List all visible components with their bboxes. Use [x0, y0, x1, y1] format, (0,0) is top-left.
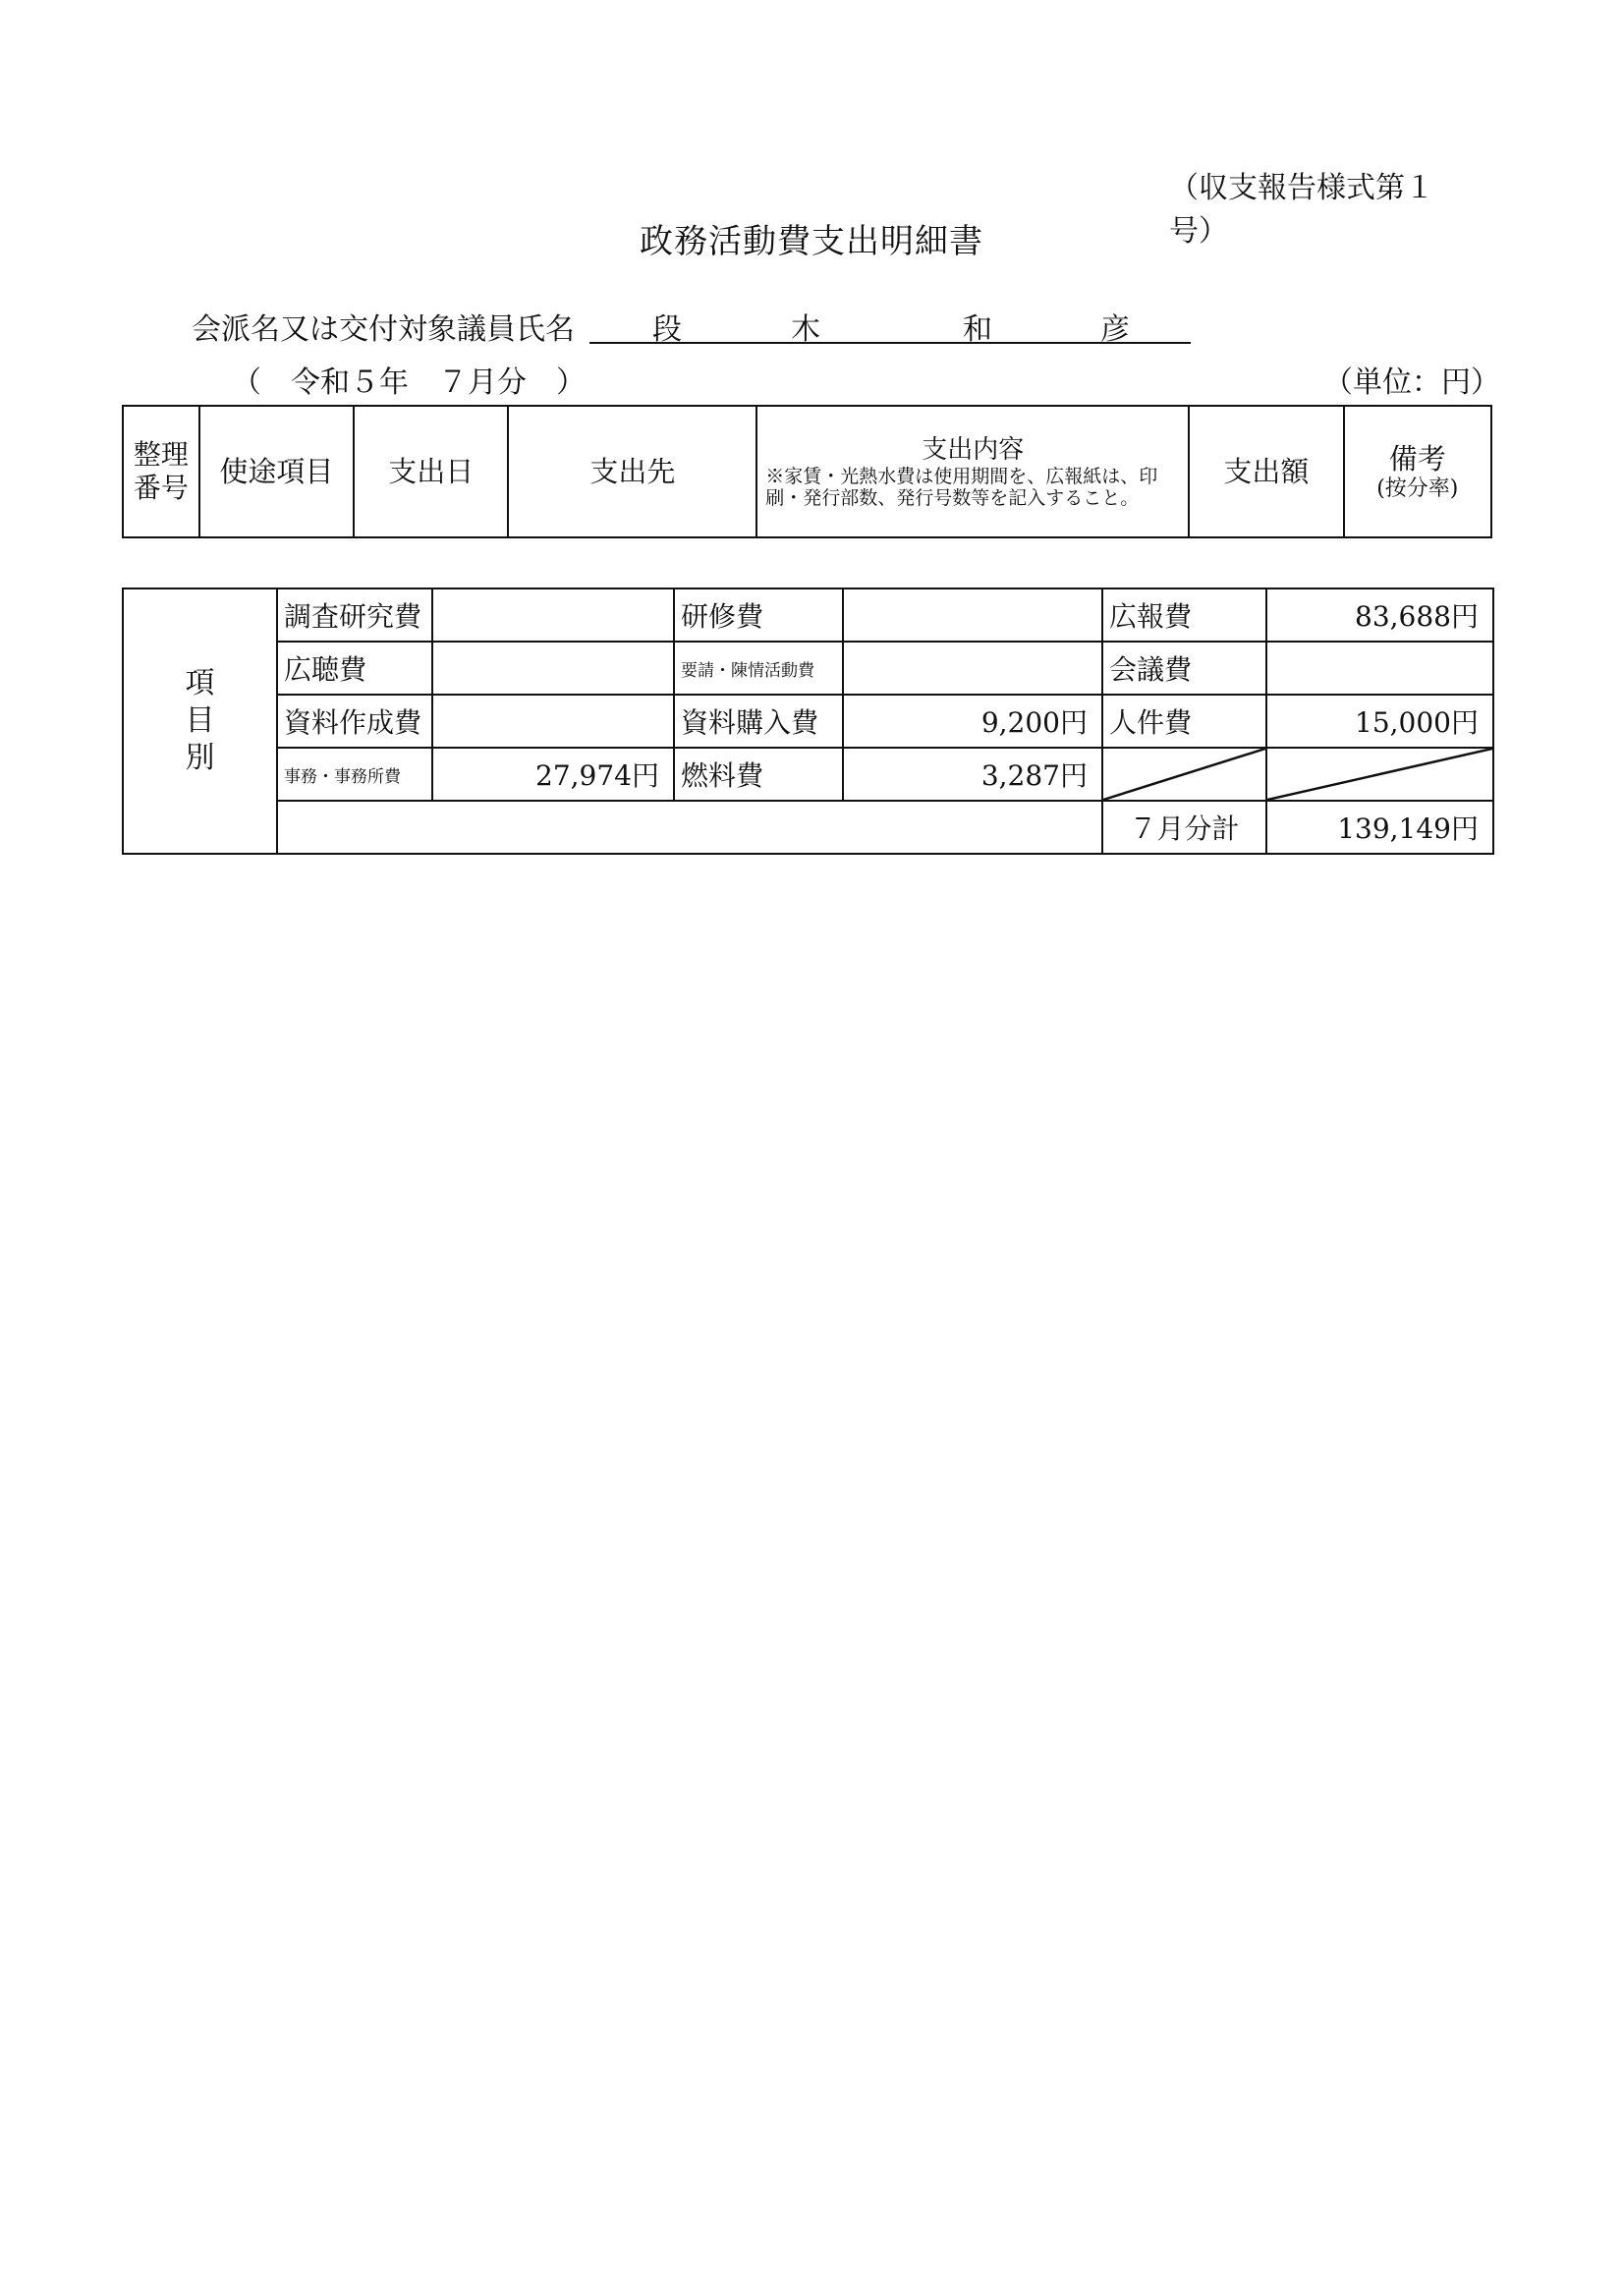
report-period: （ 令和５年 ７月分 ） [232, 365, 586, 400]
unit-label: （単位：円） [1323, 365, 1500, 400]
header-purpose: 使途項目 [199, 406, 354, 537]
total-blank-cell [277, 801, 1102, 854]
category-label: 会議費 [1102, 642, 1266, 695]
header-remarks-title: 備考 [1388, 442, 1446, 476]
header-remarks [1344, 406, 1491, 537]
category-value [843, 642, 1102, 695]
member-name-char: 彦 [1100, 312, 1130, 347]
category-summary-table [122, 588, 1494, 855]
header-content-title: 支出内容 [922, 435, 1025, 465]
member-name-char: 段 [652, 312, 682, 347]
category-value [1266, 642, 1493, 695]
header-remarks-sub: (按分率) [1376, 476, 1459, 501]
category-value: 3,287円 [843, 748, 1102, 801]
header-payee: 支出先 [508, 406, 756, 537]
category-label: 資料作成費 [277, 695, 432, 748]
category-value [432, 642, 674, 695]
expense-header-table [122, 405, 1492, 538]
table-row [123, 748, 1493, 801]
category-value [432, 695, 674, 748]
struck-cell [1266, 748, 1493, 801]
table-row [123, 642, 1493, 695]
category-value: 27,974円 [432, 748, 674, 801]
form-number: （収支報告様式第１号） [1169, 171, 1434, 249]
category-label: 燃料費 [674, 748, 843, 801]
total-value: 139,149円 [1266, 801, 1493, 854]
header-amount: 支出額 [1189, 406, 1343, 537]
member-name-char: 木 [791, 312, 820, 347]
table-row [123, 801, 1493, 854]
diagonal-strike [1103, 749, 1265, 800]
category-label: 事務・事務所費 [277, 748, 432, 801]
total-label: ７月分計 [1102, 801, 1266, 854]
category-label: 人件費 [1102, 695, 1266, 748]
category-value [843, 588, 1102, 642]
category-label: 調査研究費 [277, 588, 432, 642]
member-name-char: 和 [963, 312, 992, 347]
category-label: 要請・陳情活動費 [674, 642, 843, 695]
side-label: 項 目 別 [123, 588, 277, 854]
member-name [589, 301, 1191, 347]
document-title: 政務活動費支出明細書 [640, 222, 983, 261]
header-number: 整理 番号 [123, 406, 199, 537]
table-row [123, 588, 1493, 642]
header-date: 支出日 [354, 406, 508, 537]
struck-cell [1102, 748, 1266, 801]
header-content-note: ※家賃・光熱水費は使用期間を、広報紙は、印刷・発行部数、発行号数等を記入すること。 [765, 466, 1158, 509]
header-content [756, 406, 1189, 537]
category-label: 広報費 [1102, 588, 1266, 642]
table-row [123, 695, 1493, 748]
category-value [432, 588, 674, 642]
member-label: 会派名又は交付対象議員氏名 [192, 312, 575, 347]
category-value: 83,688円 [1266, 588, 1493, 642]
category-label: 資料購入費 [674, 695, 843, 748]
category-value: 9,200円 [843, 695, 1102, 748]
category-label: 広聴費 [277, 642, 432, 695]
diagonal-strike [1267, 749, 1492, 800]
category-label: 研修費 [674, 588, 843, 642]
category-value: 15,000円 [1266, 695, 1493, 748]
